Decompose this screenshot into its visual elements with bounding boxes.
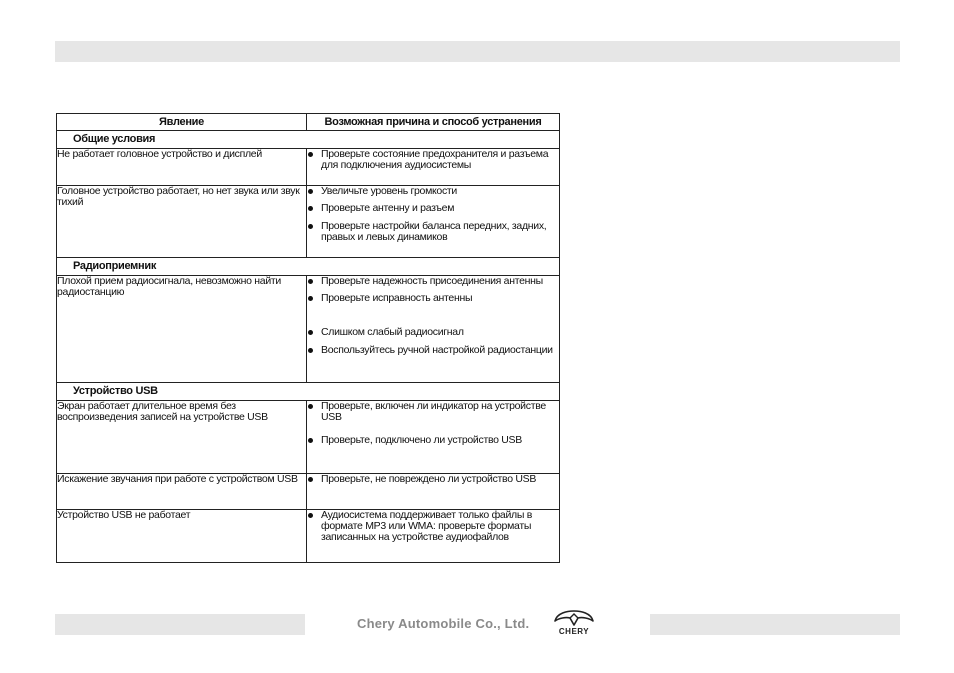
symptom-cell: Плохой прием радиосигнала, невозможно найти радиостанцию [57, 276, 307, 383]
section-title: Радиоприемник [57, 258, 560, 276]
table-row [57, 401, 560, 474]
cause-item: Проверьте исправность антенны [307, 293, 559, 304]
cause-item: Аудиосистема поддерживает только файлы в формате MP3 или WMA: проверьте форматы записанных на устройстве аудиофайлов [307, 510, 559, 543]
section-title: Устройство USB [57, 383, 560, 401]
header-cause: Возможная причина и способ устранения [307, 114, 560, 131]
cause-item: Проверьте, не повреждено ли устройство USB [307, 474, 559, 485]
symptom-cell: Экран работает длительное время без воспроизведения записей на устройстве USB [57, 401, 307, 474]
cause-item: Проверьте состояние предохранителя и разъема для подключения аудиосистемы [307, 149, 559, 171]
cause-item: Проверьте, подключено ли устройство USB [307, 435, 559, 446]
symptom-cell: Устройство USB не работает [57, 510, 307, 563]
footer-band-left [55, 614, 305, 635]
cause-cell [307, 276, 560, 383]
table-row [57, 276, 560, 383]
chery-logo-icon [549, 609, 599, 637]
section-title: Общие условия [57, 131, 560, 149]
bullet-dot-icon [308, 152, 313, 157]
cause-cell [307, 510, 560, 563]
table-header-row [57, 114, 560, 131]
bullet-dot-icon [308, 404, 313, 409]
section-row-radio [57, 258, 560, 276]
cause-item: Проверьте настройки баланса передних, задних, правых и левых динамиков [307, 221, 559, 243]
cause-cell [307, 186, 560, 258]
troubleshooting-table [56, 113, 560, 563]
bullet-dot-icon [308, 279, 313, 284]
cause-item: Воспользуйтесь ручной настройкой радиостанции [307, 345, 559, 356]
bullet-dot-icon [308, 224, 313, 229]
cause-cell [307, 401, 560, 474]
cause-item: Проверьте, включен ли индикатор на устройстве USB [307, 401, 559, 423]
section-row-usb [57, 383, 560, 401]
table-row [57, 149, 560, 186]
section-row-general [57, 131, 560, 149]
chery-logo-mark [549, 609, 599, 629]
bullet-dot-icon [308, 330, 313, 335]
symptom-cell: Головное устройство работает, но нет звука или звук тихий [57, 186, 307, 258]
cause-item: Слишком слабый радиосигнал [307, 327, 559, 338]
bullet-dot-icon [308, 438, 313, 443]
logo-text: CHERY [558, 627, 590, 636]
bullet-dot-icon [308, 296, 313, 301]
table-row [57, 474, 560, 510]
footer-company-name: Chery Automobile Co., Ltd. [357, 616, 530, 631]
cause-item: Увеличьте уровень громкости [307, 186, 559, 197]
bullet-dot-icon [308, 348, 313, 353]
cause-cell [307, 474, 560, 510]
symptom-cell: Искажение звучания при работе с устройством USB [57, 474, 307, 510]
cause-cell [307, 149, 560, 186]
footer-band-right [650, 614, 900, 635]
header-symptom: Явление [57, 114, 307, 131]
bullet-dot-icon [308, 513, 313, 518]
cause-item: Проверьте надежность присоединения антенны [307, 276, 559, 287]
table-row [57, 186, 560, 258]
bullet-dot-icon [308, 477, 313, 482]
bullet-dot-icon [308, 206, 313, 211]
table-row [57, 510, 560, 563]
bullet-dot-icon [308, 189, 313, 194]
symptom-cell: Не работает головное устройство и дисплей [57, 149, 307, 186]
cause-item: Проверьте антенну и разъем [307, 203, 559, 214]
top-decorative-band [55, 41, 900, 62]
